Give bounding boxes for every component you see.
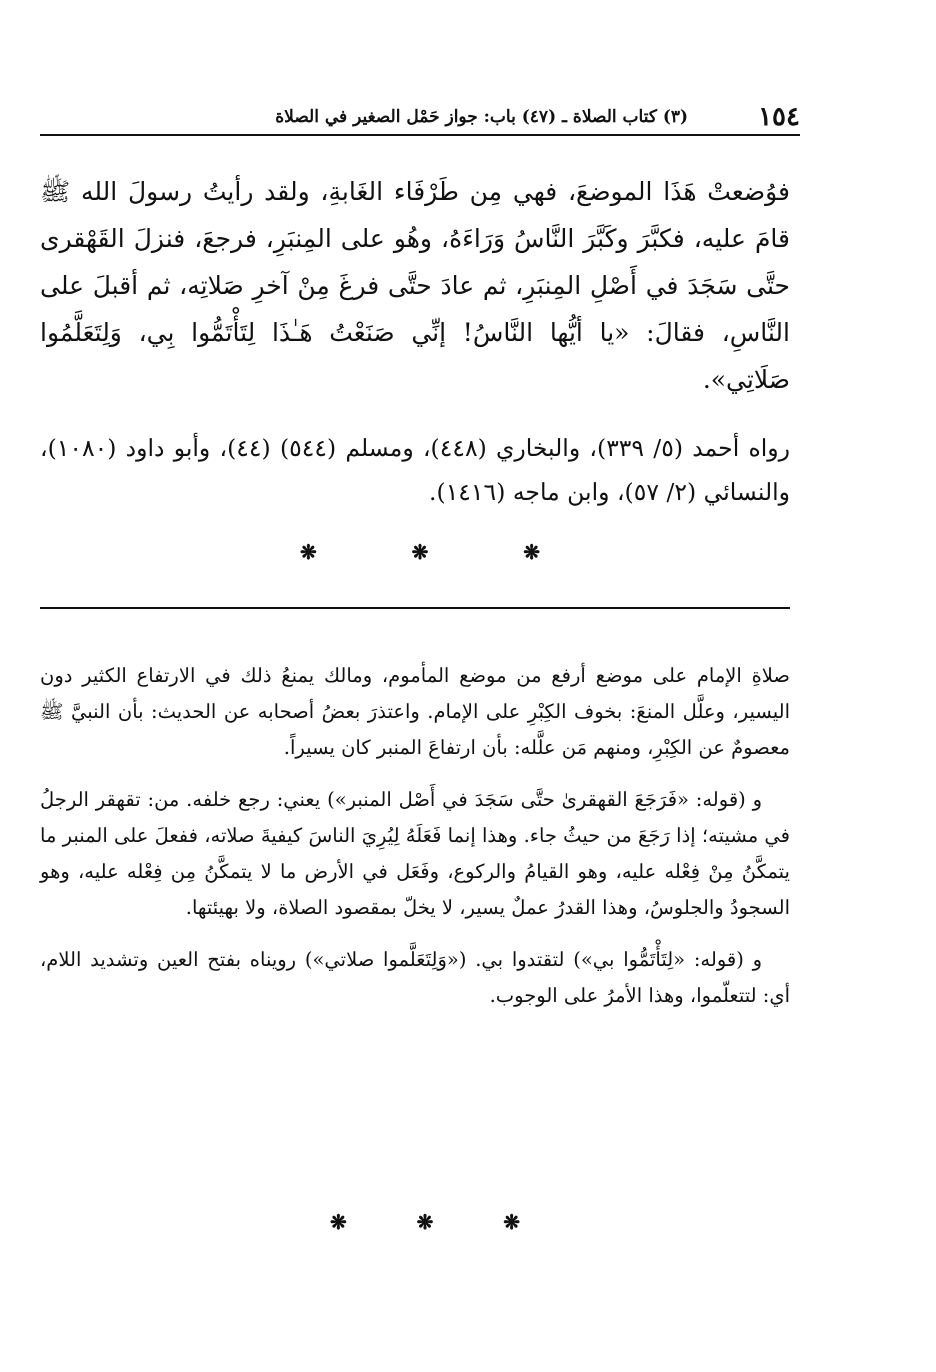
section-separator	[300, 540, 540, 564]
commentary-paragraph: و (قوله: «لِتَأْتَمُّوا بي») لتقتدوا بي. («وَلِتَعَلَّموا صلاتي») رويناه بفتح العين وتشديد اللام، أي: لتتعلّموا، وهذا الأمرُ على الوجوب.	[40, 948, 790, 1007]
hadith-paragraph: فوُضعتْ هَذَا الموضعَ، فهي مِن طَرْفَاء الغَابةِ، ولقد رأيتُ رسولَ الله ﷺ قامَ عليه، فكبَّرَ وكَبَّرَ النَّاسُ وَرَاءَهُ، وهُو على المِنبَرِ، فرجعَ، فنزلَ القَهْقرى حتَّى سَجَدَ في أَصْلِ المِنبَرِ، ثم عادَ حتَّى فرغَ مِنْ آخرِ صَلاتِه، ثم أقبلَ على النَّاسِ، فقالَ: «يا أيُّها النَّاسُ! إنِّي صَنَعْتُ هَـٰذَا لِتَأْتَمُّوا بِي، وَلِتَعَلَّمُوا صَلَاتِي».	[40, 177, 790, 394]
separator-star-icon: ❋	[416, 1210, 434, 1234]
commentary-paragraph: صلاةِ الإمام على موضع أرفع من موضع المأموم، ومالك يمنعُ ذلك في الارتفاع الكثير دون اليسير، وعلَّل المنعَ: بخوف الكِبْرِ على الإمام. واعتذرَ بعضُ أصحابه عن الحديث: بأن النبيَّ ﷺ معصومٌ عن الكِبْرِ، ومنهم مَن علَّله: بأن ارتفاعَ المنبر كان يسيراً.	[40, 664, 790, 759]
separator-star-icon: ❋	[411, 540, 429, 564]
separator-star-icon: ❋	[503, 1210, 520, 1234]
separator-star-icon: ❋	[330, 1210, 347, 1234]
commentary-paragraph: و (قوله: «فَرَجَعَ القهقرىٰ حتَّى سَجَدَ في أَصْل المنبر») يعني: رجع خلفه. من: تقهقر الرجلُ في مشيته؛ إذا رَجَعَ من حيثُ جاء. وهذا إنما فَعَلَهُ لِيُرِيَ الناسَ كيفيةَ صلاته، ففعلَ على المنبر ما يتمكَّنُ مِنْ فِعْله عليه، وهو القيامُ والركوع، وفَعَل في الأرض ما لا يتمكَّنُ مِن فِعْله عليه، وهو السجودُ والجلوسُ، وهذا القدرُ عملٌ يسير، لا يخلّ بمقصود الصلاة، ولا بهيئتها.	[40, 788, 790, 919]
citation-paragraph: رواه أحمد (٥/ ٣٣٩)، والبخاري (٤٤٨)، ومسلم (٥٤٤) (٤٤)، وأبو داود (١٠٨٠)، والنسائي (٢/ ٥٧)، وابن ماجه (١٤١٦).	[40, 434, 791, 506]
separator-star-icon: ❋	[523, 540, 540, 564]
page-number: ١٥٤	[758, 102, 800, 132]
page-header	[40, 100, 800, 136]
footnote-divider	[40, 607, 790, 609]
hadith-text	[40, 168, 790, 403]
separator-star-icon: ❋	[300, 540, 317, 564]
running-title: (٣) كتاب الصلاة ـ (٤٧) باب: جواز حَمْل الصغير في الصلاة	[275, 107, 689, 127]
commentary-section	[40, 658, 790, 1030]
section-separator-bottom	[330, 1210, 520, 1234]
